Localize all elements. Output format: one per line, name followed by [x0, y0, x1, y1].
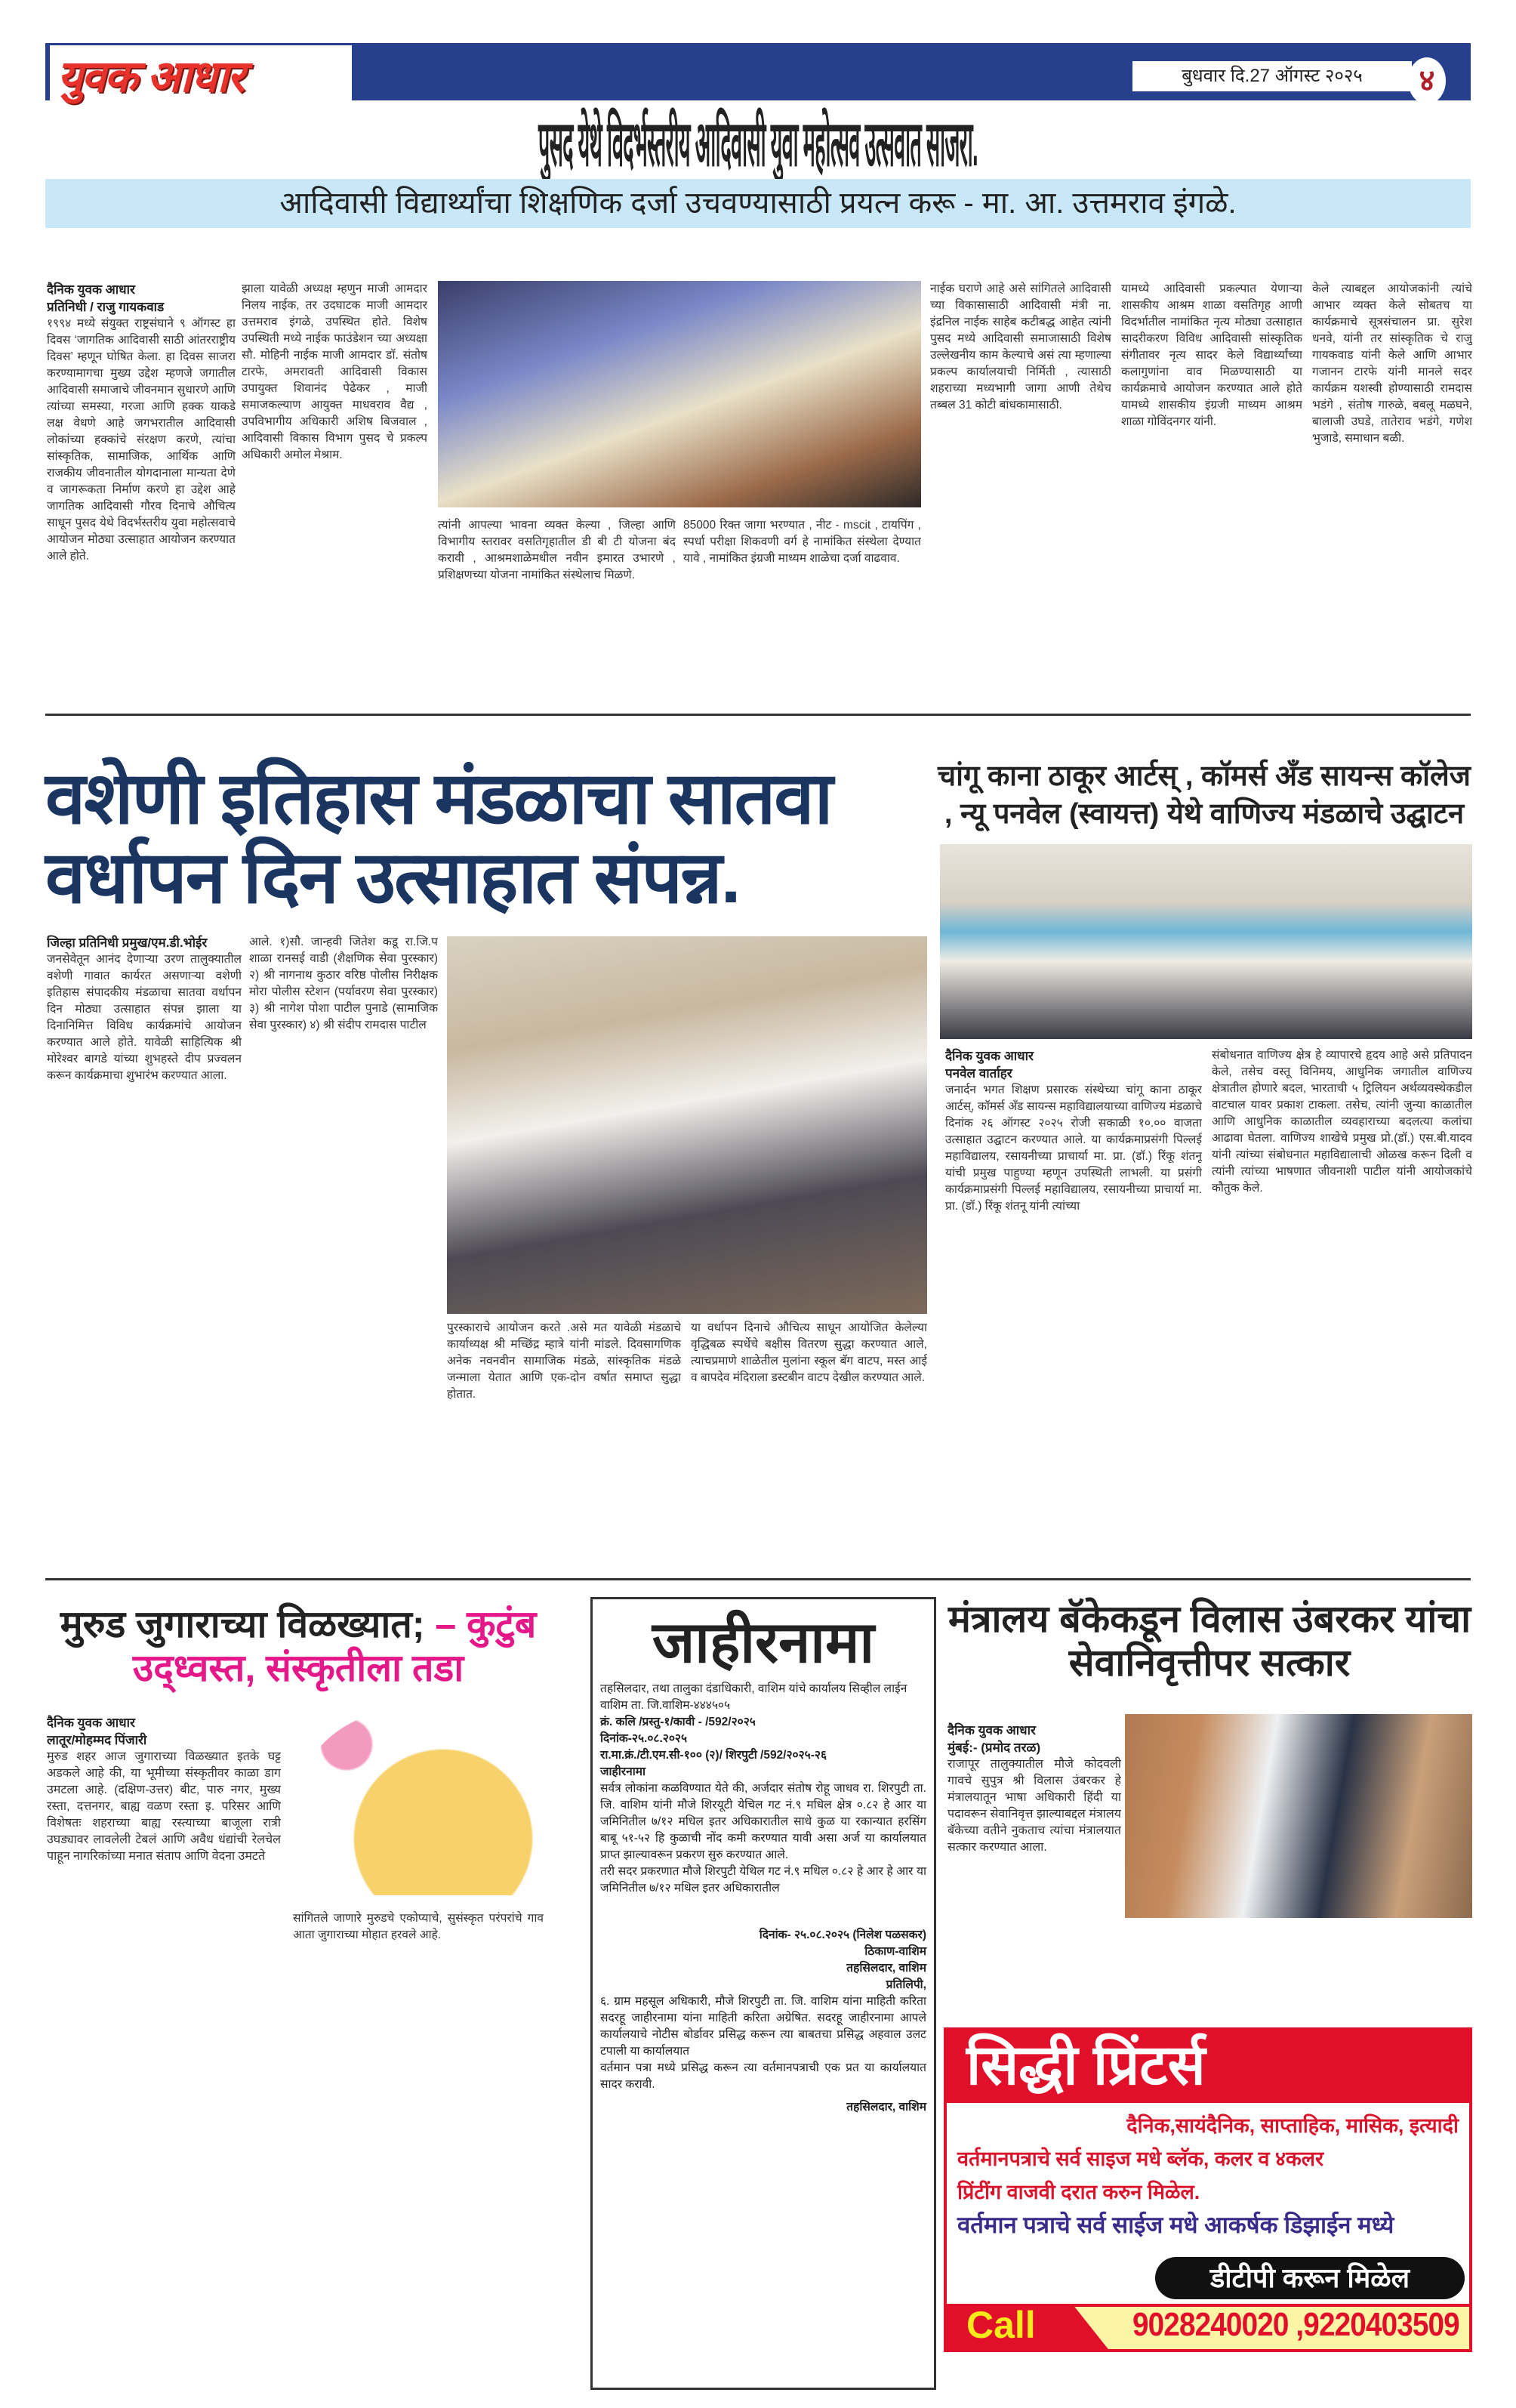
notice-paragraph-3: ६. ग्राम महसूल अधिकारी, मौजे शिरपुटी ता. जि. वाशिम यांना माहिती करिता सदरहू जाहीरनामा यांना माहिती करिता अग्रेषित. सदरहू जाहीरनामा आपले कार्यालयाचे नोटीस बोर्डावर प्रसिद्ध करून त्या बाबतचा प्रसिद्ध अहवाल उलट टपाली या कार्यालयात [600, 1995, 926, 2058]
murud-byline-paper: दैनिक युवक आधार [47, 1716, 135, 1730]
lead-subheadline: आदिवासी विद्यार्थ्यांचा शिक्षणिक दर्जा उचवण्यासाठी प्रयत्न करू - मा. आ. उत्तमराव इंगळे. [279, 187, 1237, 220]
notice-paragraph-4: वर्तमान पत्रा मध्ये प्रसिद्ध करून त्या वर्तमानपत्राची एक प्रत या कार्यालयात सादर करावी. [600, 2061, 926, 2091]
mantralay-text-1: राजापूर तालुक्यातील मौजे कोदवली गावचे सुपुत्र श्री विलास उंबरकर हे मंत्रालयातून भाषा अधिकारी हिंदी या पदावरून सेवानिवृत्त झाल्याबद्दल मंत्रालय बॅकेच्या वतीने नुकताच त्यांचा मंत्रालयात सत्कार करण्यात आला. [948, 1758, 1121, 1854]
issue-date-text: बुधवार दि.27 ऑगस्ट २०२५ [1182, 66, 1363, 86]
lead-column-6 [1121, 281, 1302, 704]
lead-column-4 [683, 517, 921, 702]
section-divider [45, 714, 1471, 716]
issue-date [1132, 61, 1412, 91]
commerce-text-1: जनार्दन भगत शिक्षण प्रसारक संस्थेच्या चांगू काना ठाकूर आर्टस्, कॉमर्स अँड सायन्स महाविद्यालयाच्या वाणिज्य मंडळाचे दिनांक २६ ऑगस्ट २०२५ रोजी सकाळी १०.०० वाजता उत्साहात उद्घाटन करण्यात आले. या कार्यक्रमाप्रसंगी पिल्लई महाविद्यालय, रसायनीच्या प्राचार्या मा. प्रा. (डॉ.) रिंकू शंतनू यांची प्रमुख पाहुण्या म्हणून उपस्थिती लाभली. या प्रसंगी कार्यक्रमाप्रसंगी पिल्लई महाविद्यालय, रसायनीच्या प्राचार्या मा. प्रा. (डॉ.) रिंकू शंतनू यांनी त्यांच्या [945, 1084, 1202, 1213]
commerce-text-2: संबोधनात वाणिज्य क्षेत्र हे व्यापारचे हृदय आहे असे प्रतिपादन केले, तसेच वस्तू विनिमय, आधुनिक जगातील वाणिज्य क्षेत्रातील होणारे बदल, भारताची ५ ट्रिलियन अर्थव्यवस्थेकडील वाटचाल यावर प्रकाश टाकला. तसेच, त्यांनी जुन्या काळातील आणि आधुनिक काळातील व्यवहाराच्या बदलत्या कलांचा आढावा घेतला. वाणिज्य शाखेचे प्रमुख प्रो.(डॉ.) एस.बी.यादव यांनी त्यांच्या संबोधनात महाविद्यालाची ओळख करून दिली व त्यांनी त्यांच्या भाषणात जीवनाशी पाटील यांनी आयोजकांचे कौतुक केले. [1212, 1049, 1472, 1195]
page-number: ४ [1408, 57, 1446, 104]
commerce-byline-paper: दैनिक युवक आधार [945, 1049, 1034, 1063]
lead-column-2 [242, 281, 427, 704]
murud-text-2: सांगितले जाणारे मुरुडचे एकोप्याचे, सुसंस्कृत परंपरांचे गाव आता जुगाराच्या मोहात हरवले आहे. [293, 1912, 544, 1941]
notice-copy-label: प्रतिलिपी, [886, 1978, 926, 1991]
ad-phone-numbers: 9028240020 ,9220403509 [1132, 2306, 1459, 2343]
notice-paragraph-2: तरी सदर प्रकरणात मौजे शिरपुटी येथिल गट नं.९ मधिल ०.८२ हे आर हे आर या जमिनितील ७/१२ मधिल इतर अधिकारातील [600, 1865, 926, 1895]
vashoni-text-1: जनसेवेतून आनंद देणाऱ्या उरण तालुक्यातील वशेणी गावात कार्यरत असणाऱ्या वशेणी इतिहास संपादकीय मंडळाचा सातवा वर्धापन दिन मोठ्या उत्साहात संपन्न झाला या दिनानिमित्त विविध कार्यक्रमांचे आयोजन करण्यात आले होते. यावेळी साहित्यिक श्री मोरेश्वर बागडे यांच्या शुभहस्ते दीप प्रज्वलन करून कार्यक्रमाचा शुभारंभ करण्यात आला. [47, 953, 242, 1082]
lead-text-7: केले त्याबद्दल आयोजकांनी त्यांचे आभार व्यक्त केले सोबतच या कार्यक्रमाचे सूत्रसंचालन प्रा. सुरेश धनवे, यांनी तर सांस्कृतिक चे राजु गायकवाड यांनी केले आणि आभार गजानन टारफे यांनी मानले सदर कार्यक्रम यशस्वी होण्यासाठी रामदास भडंगे , संतोष गारुळे, बबलू मळघने, बालाजी उघडे, तातेराव भडंगे, गणेश भुजाडे, समाधान बळी. [1312, 282, 1472, 445]
newspaper-logo-text: युवक आधार [57, 52, 244, 101]
section-divider [45, 1578, 1471, 1580]
commerce-byline-reporter: पनवेल वार्ताहर [945, 1066, 1012, 1081]
murud-byline-reporter: लातूर/मोहम्मद पिंजारी [47, 1733, 147, 1747]
lead-text-3: त्यांनी आपल्या भावना व्यक्त केल्या , जिल्हा आणि विभागीय स्तरावर वसतिगृहातील डी बी टी योजना बंद करावी , आश्रमशाळेमधील नवीन इमारत उभारणे , प्रशिक्षणच्या योजना नामांकित संस्थेलाच मिळणे. [438, 519, 676, 581]
lead-text-1: १९९४ मध्ये संयुक्त राष्ट्रसंघाने ९ ऑगस्ट हा दिवस ‘जागतिक आदिवासी साठी आंतरराष्ट्रीय दिवस’ म्हणून घोषित केला. हा दिवस साजरा करण्यामागचा मुख्य उद्देश म्हणजे जगातील आदिवासी समाजाचे जीवनमान सुधारणे आणि त्यांच्या समस्या, गरजा आणि हक्क याकडे लक्ष वेधणे आहे जगभरातील आदिवासी लोकांच्या हक्कांचे संरक्षण करणे, त्यांचा सांस्कृतिक, सामाजिक, आर्थिक आणि राजकीय जीवनातील योगदानाला मान्यता देणे व जागरूकता निर्माण करणे हा उद्देश आहे जागतिक आदिवासी गौरव दिनाचे औचित्य साधून पुसद येथे विदर्भस्तरीय युवा महोत्सवाचे आयोजन मोठ्या उत्साहात आयोजन करण्यात आले होते. [47, 317, 236, 563]
lead-column-5 [930, 281, 1111, 704]
lead-event-photo [438, 281, 921, 507]
lead-byline-paper: दैनिक युवक आधार [47, 282, 135, 297]
vashoni-column-2 [249, 934, 438, 1572]
murud-text-1: मुरुड शहर आज जुगाराच्या विळख्यात इतके घट्ट अडकले आहे की, या भूमीच्या संस्कृतीवर काळा डाग उमटला आहे. (दक्षिण-उत्तर) बीट, पारु नगर, मुख्य रस्ता, दत्तनगर, बाह्य वळण रस्ता इ. परिसर आणि विशेषतः शहराच्या बाह्य रस्त्याच्या बाजूला रात्री उघड्यावर लावलेली टेबलं आणि अवैध धंद्यांची रेलचेल पाहून नागरिकांच्या मनात संताप आणि वेदना उमटते [47, 1750, 281, 1863]
murud-headline-pink: – कुटुंब उद्ध्वस्त, संस्कृतीला तडा [132, 1603, 537, 1689]
ad-dtp-pill-text: डीटीपी करून मिळेल [1209, 2262, 1410, 2293]
notice-reference: क्रं. कलि /प्रस्तु-१/कावी - /592/२०२५ [600, 1716, 756, 1728]
notice-subtitle: जाहीरनामा [600, 1765, 646, 1778]
vashoni-column-4 [691, 1320, 927, 1572]
notice-office: तहसिलदार, तथा तालुका दंडाधिकारी, वाशिम यांचे कार्यालय सिव्हील लाईन वाशिम ता. जि.वाशिम-४४४५०५ [600, 1682, 907, 1712]
notice-paragraph-1: सर्वत्र लोकांना कळविण्यात येते की, अर्जदार संतोष रोहू जाधव रा. शिरपुटी ता. जि. वाशिम यांनी मौजे शिरयूटी येचिल गट नं.९ मधिल क्षेत्र ०.८२ हे आर या जमिनितील ७/१२ मधिल इतर अधिकारातील साधे कुळ या रकान्यात हरसिंग बाबू ५१-५२ हि कुळाची नोंद कमी करण्यात यावी असा अर्ज या कार्यालयात प्राप्त झाल्यावरून प्रकरण सुरु करण्यात आले. [600, 1782, 926, 1861]
ad-line-3: प्रिंटींग वाजवी दरात करुन मिळेल. [957, 2181, 1200, 2203]
notice-title: जाहीरनामा [652, 1611, 875, 1675]
mantralay-column-1 [948, 1722, 1121, 2016]
vashoni-award-photo [447, 936, 927, 1314]
vashoni-column-3 [447, 1320, 681, 1572]
murud-column-2 [293, 1910, 544, 2386]
notice-date: दिनांक-२५.०८.२०२५ [600, 1732, 688, 1745]
mantralay-byline-paper: दैनिक युवक आधार [948, 1723, 1036, 1737]
ad-line-2: वर्तमानपत्राचे सर्व साइज मधे ब्लॅक, कलर व ४कलर [957, 2147, 1324, 2170]
ad-line-4: वर्तमान पत्राचे सर्व साईज मधे आकर्षक डिझाईन मध्ये [957, 2212, 1394, 2238]
lead-column-3 [438, 517, 676, 702]
playing-cards-illustration [298, 1707, 540, 1895]
vashoni-headline-line-2: वर्धापन दिन उत्साहात संपन्न. [45, 837, 740, 918]
notice-sign-place: ठिकाण-वाशिम [864, 1945, 926, 1958]
ad-dtp-pill [1155, 2257, 1465, 2299]
siddhi-printers-ad [944, 2027, 1472, 2352]
ad-call-label: Call [966, 2304, 1036, 2346]
commerce-headline: चांगू काना ठाकूर आर्टस् , कॉमर्स अँड सायन्स कॉलेज , न्यू पनवेल (स्वायत्त) येथे वाणिज्य मंडळाचे उद्घाटन [938, 760, 1471, 830]
vashoni-column-1 [47, 934, 242, 1572]
lead-column-7 [1312, 281, 1472, 704]
vashoni-headline-line-1: वशेणी इतिहास मंडळाचा सातवा [45, 758, 832, 839]
ad-title: सिद्धी प्रिंटर्स [966, 2033, 1206, 2096]
commerce-column-1 [945, 1047, 1202, 1572]
ad-line-1: दैनिक,सायंदैनिक, साप्ताहिक, मासिक, इत्यादी [1126, 2114, 1459, 2137]
lead-text-4: 85000 रिक्त जागा भरण्यात , नीट - mscit , टायपिंग , स्पर्धा परीक्षा शिकवणी वर्ग हे नामांकित संस्थेला देण्यात यावे , नामांकित इंग्रजी माध्यम शाळेचा दर्जा वाढवाव. [683, 519, 921, 565]
vashoni-byline: जिल्हा प्रतिनिधी प्रमुख/एम.डी.भोईर [47, 936, 208, 950]
vashoni-headline [45, 759, 906, 919]
felicitation-photo [1125, 1714, 1472, 1918]
mantralay-headline: मंत्रालय बॅकेकडून विलास उंबरकर यांचा सेवानिवृत्तीपर सत्कार [948, 1598, 1471, 1684]
murud-headline-black: मुरुड जुगाराच्या विळख्यात; [60, 1603, 425, 1645]
mantralay-byline-reporter: मुंबई:- (प्रमोद तरळ) [948, 1740, 1041, 1755]
murud-column-1 [47, 1714, 281, 2386]
lead-text-2: झाला यावेळी अध्यक्ष म्हणुन माजी आमदार निलय नाईक, तर उदघाटक माजी आमदार उत्तमराव इंगळे, उपस्थित होते. विशेष उपस्थिती मध्ये नाईक फाउंडेशन च्या अध्यक्षा सौ. मोहिनी नाईक माजी आमदार डॉ. संतोष टारफे, अमरावती आदिवासी विकास उपायुक्त शिवानंद पेढेकर , माजी समाजकल्याण आयुक्त माधवराव वैद्य , उपविभागीय अधिकारी अशिष बिजवाल , आदिवासी विकास विभाग पुसद चे प्रकल्प अधिकारी अमोल मेश्राम. [242, 282, 427, 461]
lead-text-6: यामध्ये आदिवासी प्रकल्पात येणाऱ्या शासकीय आश्रम शाळा वसतिगृह आणी विदर्भातील नामांकित नृत्य मोठ्या उत्साहात सादरीकरण विविध आदिवासी सांस्कृतिक संगीतावर नृत्य सादर केले विद्यार्थ्यांच्या कलागुणांना वाव मिळण्यासाठी या कार्यक्रमाचे आयोजन करण्यात आले होते यामध्ये शासकीय इंग्रजी माध्यम आश्रम शाळा गोविंदनगर यांनी. [1121, 282, 1302, 428]
lead-headline: पुसद येथे विदर्भस्तरीय आदिवासी युवा महोत्सव उत्सवात साजरा. [538, 108, 978, 179]
lead-text-5: नाईक घराणे आहे असे सांगितले आदिवासी च्या विकासासाठी आदिवासी मंत्री ना. इंद्रनिल नाईक साहेब कटीबद्ध आहेत त्यांनी पुसद मध्ये आदिवासी समाजासाठी विशेष उल्लेखनीय काम केल्याचे असं त्या म्हणाल्या प्रकल्प कार्यालयाची निर्मिती , त्यासाठी शहराच्या मध्यभागी जागा आणी तेथेच तब्बल 31 कोटी बांधकामासाठी. [930, 282, 1111, 412]
commerce-event-photo [940, 844, 1472, 1039]
notice-sign-date: दिनांक- २५.०८.२०२५ (निलेश पळसकर) [759, 1929, 926, 1941]
murud-headline [53, 1602, 544, 1690]
lead-byline-reporter: प्रतिनिधी / राजु गायकवाड [47, 300, 165, 314]
vashoni-text-2: आले. १)सौ. जान्हवी जितेश कडू रा.जि.प शाळा रानसई वाडी (शैक्षणिक सेवा पुरस्कार) २) श्री नागनाथ कुठार वरिष्ठ पोलीस निरीक्षक मोरा पोलीस स्टेशन (पर्यावरण सेवा पुरस्कार) ३) श्री नागेश पोशा पाटील पुनाडे (सामाजिक सेवा पुरस्कार) ४) श्री संदीप रामदास पाटील [249, 936, 438, 1031]
notice-sign-office: तहसिलदार, वाशिम [846, 1962, 926, 1975]
lead-column-1 [47, 281, 236, 704]
vashoni-text-4: या वर्धापन दिनाचे औचित्य साधून आयोजित केलेल्या वृद्धिबळ स्पर्धेचे बक्षीस वितरण सुद्धा करण्यात आले, त्याचप्रमाणे शाळेतील मुलांना स्कूल बॅग वाटप, मस्त आई व बापदेव मंदिराला डस्टबीन वाटप देखील करण्यात आले. [691, 1321, 927, 1384]
public-notice-box [590, 1597, 936, 2390]
notice-case-number: रा.मा.क्रं./टी.एम.सी-१०० (२)/ शिरपुटी /592/२०२५-२६ [600, 1749, 827, 1762]
notice-footer: तहसिलदार, वाशिम [846, 2101, 926, 2114]
vashoni-text-3: पुरस्काराचे आयोजन करते .असे मत यावेळी मंडळाचे कार्याध्यक्ष श्री मच्छिंद्र म्हात्रे यांनी मांडले. दिवसागणिक अनेक नवनवीन सामाजिक मंडळे, सांस्कृतिक मंडळे जन्माला येतात आणि एक-दोन वर्षात समाप्त सुद्धा होतात. [447, 1321, 681, 1401]
commerce-column-2 [1212, 1047, 1472, 1572]
newspaper-logo [50, 45, 352, 110]
